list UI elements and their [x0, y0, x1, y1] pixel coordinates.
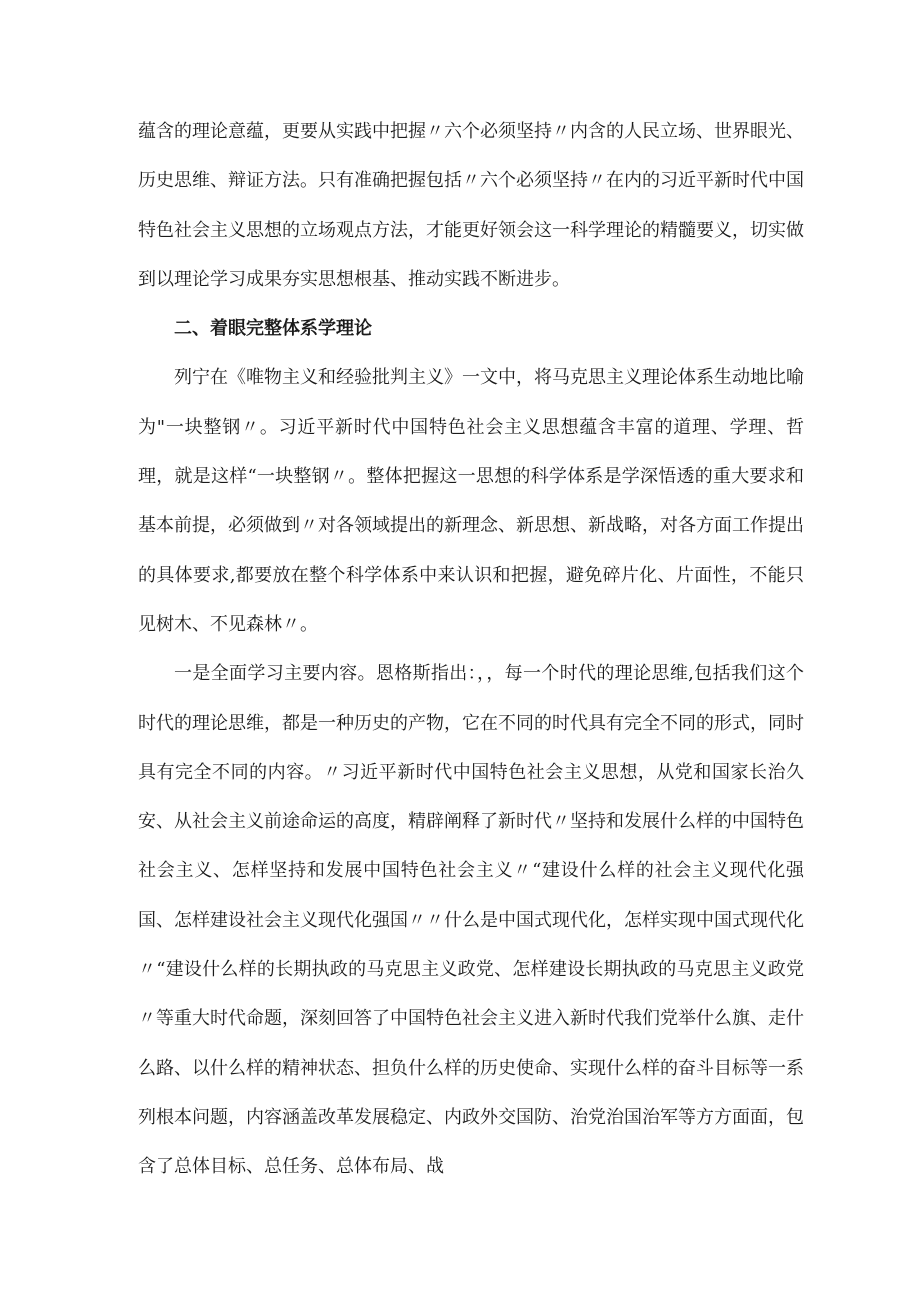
paragraph-lenin: 列宁在《唯物主义和经验批判主义》一文中，将马克思主义理论体系生动地比喻为"一块整钢〃。习近平新时代中国特色社会主义思想蕴含丰富的道理、学理、哲理，就是这样“一块整钢〃。整体把握这一思想的科学体系是学深悟透的重大要求和基本前提，必须做到〃对各领域提出的新理念、新思想、新战略，对各方面工作提出的具体要求,都要放在整个科学体系中来认识和把握，避免碎片化、片面性，不能只见树木、不见森林〃。 — [138, 367, 804, 635]
paragraph-main-content: 一是全面学习主要内容。恩格斯指出：，，每一个时代的理论思维,包括我们这个时代的理论思维，都是一种历史的产物，它在不同的时代具有完全不同的形式，同时具有完全不同的内容。〃习近平新时代中国特色社会主义思想，从党和国家长治久安、从社会主义前途命运的高度，精辟阐释了新时代〃坚持和发展什么样的中国特色社会主义、怎样坚持和发展中国特色社会主义〃“建设什么样的社会主义现代化强国、怎样建设社会主义现代化强国〃〃什么是中国式现代化，怎样实现中国式现代化〃“建设什么样的长期执政的马克思主义政党、怎样建设长期执政的马克思主义政党〃等重大时代命题，深刻回答了中国特色社会主义进入新时代我们党举什么旗、走什么路、以什么样的精神状态、担负什么样的历史使命、实现什么样的奋斗目标等一系列根本问题，内容涵盖改革发展稳定、内政外交国防、治党治国治军等方方面面，包含了总体目标、总任务、总体布局、战 — [138, 663, 804, 1178]
paragraph-continuation: 蕴含的理论意蕴，更要从实践中把握〃六个必须坚持〃内含的人民立场、世界眼光、历史思维、辩证方法。只有准确把握包括〃六个必须坚持〃在内的习近平新时代中国特色社会主义思想的立场观点方法，才能更好领会这一科学理论的精髓要义，切实做到以理论学习成果夯实思想根基、推动实践不断进步。 — [138, 121, 804, 290]
document-body — [138, 107, 804, 1192]
section-heading: 二、着眼完整体系学理论 — [174, 318, 372, 340]
